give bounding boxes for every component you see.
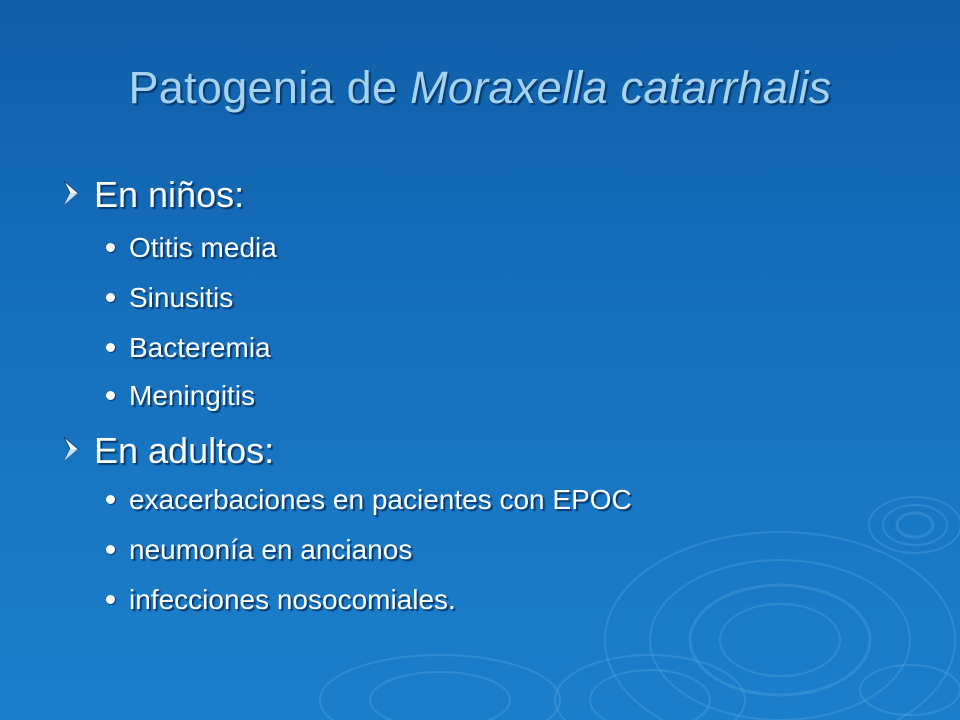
section-heading-label: En adultos:: [94, 430, 275, 471]
list-item-label: neumonía en ancianos: [129, 534, 413, 565]
list-item-label: Sinusitis: [129, 282, 234, 313]
list-item: [106, 534, 412, 566]
slide-title-species: Moraxella catarrhalis: [410, 62, 832, 113]
arrow-bullet-icon: [60, 434, 94, 464]
dot-bullet-icon: [106, 343, 115, 352]
slide-title-prefix: Patogenia de: [128, 62, 411, 113]
list-item: [106, 584, 456, 616]
list-item-label: Bacteremia: [129, 332, 271, 363]
dot-bullet-icon: [106, 495, 115, 504]
list-item: [106, 282, 233, 314]
section-heading-label: En niños:: [94, 174, 245, 215]
slide-title: [0, 62, 960, 114]
dot-bullet-icon: [106, 243, 115, 252]
list-item-label: Otitis media: [129, 232, 277, 263]
list-item-label: Meningitis: [129, 380, 256, 411]
dot-bullet-icon: [106, 293, 115, 302]
section-heading-adultos: [60, 430, 274, 472]
list-item-label: infecciones nosocomiales.: [129, 584, 456, 615]
list-item: [106, 232, 277, 264]
section-heading-ninos: [60, 174, 244, 216]
arrow-bullet-icon: [60, 178, 94, 208]
list-item: [106, 332, 271, 364]
list-item: [106, 484, 632, 516]
list-item: [106, 380, 255, 412]
list-item-label: exacerbaciones en pacientes con EPOC: [129, 484, 632, 515]
dot-bullet-icon: [106, 391, 115, 400]
dot-bullet-icon: [106, 545, 115, 554]
dot-bullet-icon: [106, 595, 115, 604]
